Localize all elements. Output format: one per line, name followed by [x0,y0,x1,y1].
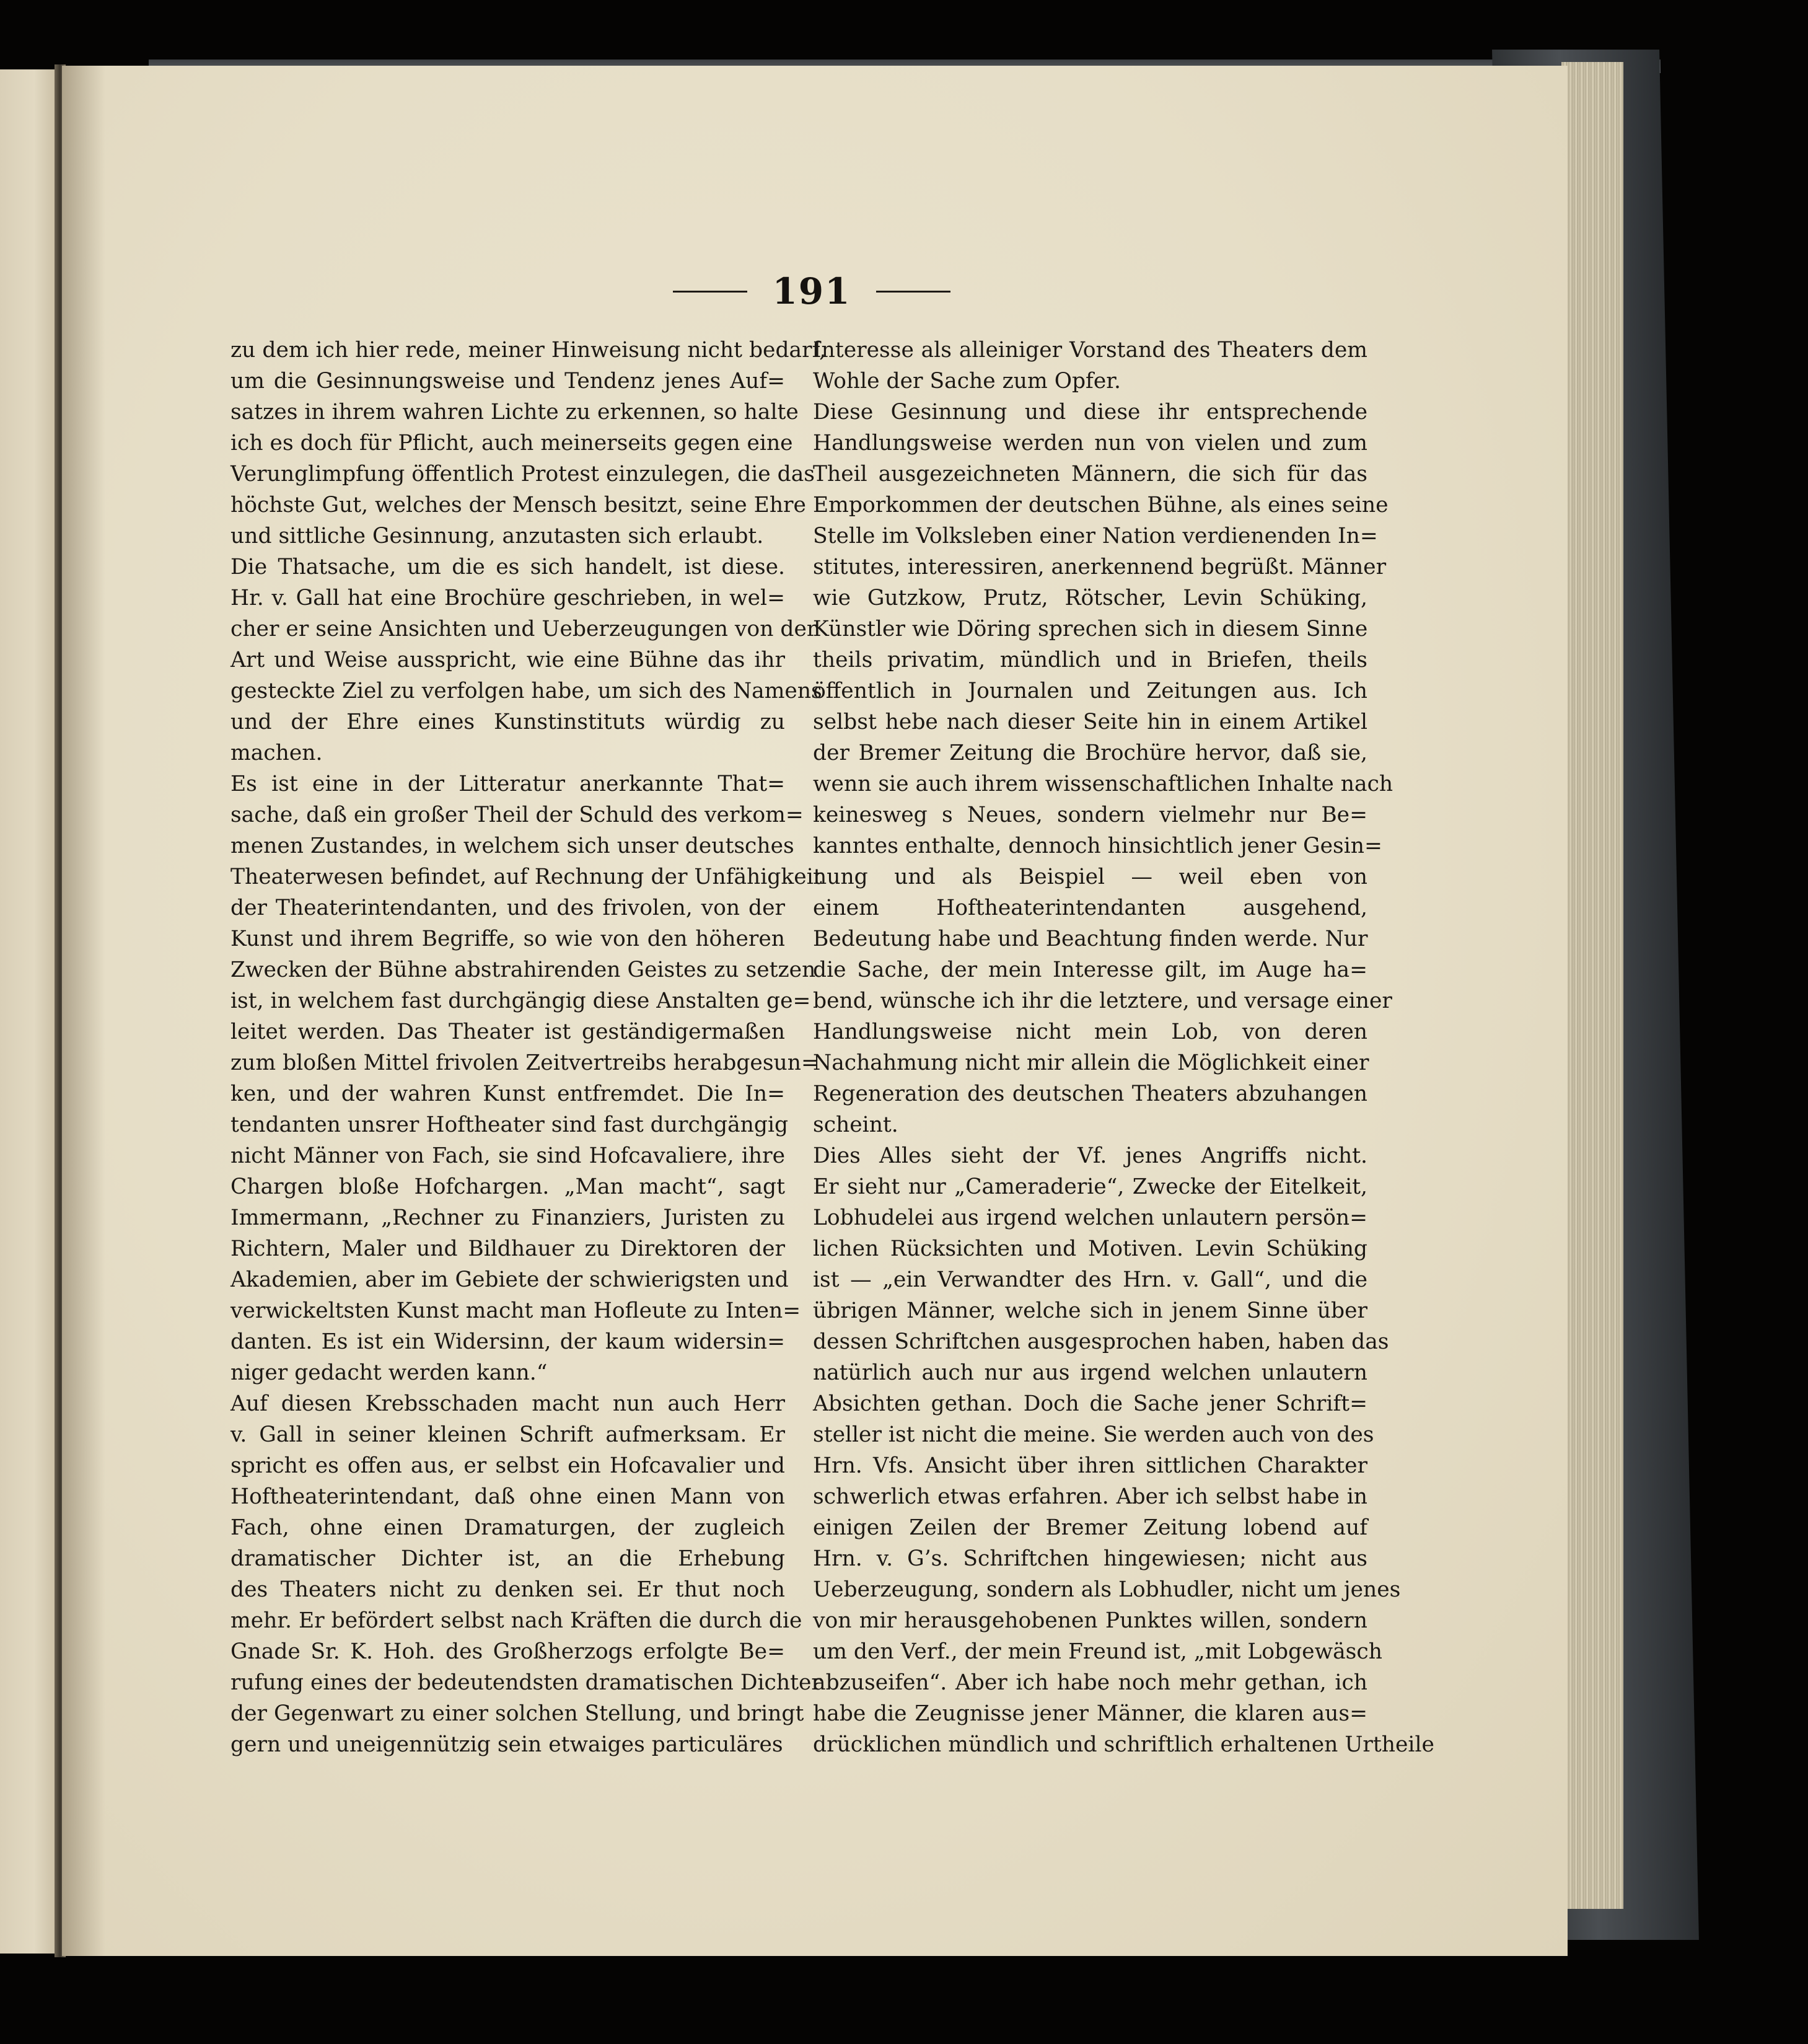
text-line: nicht Männer von Fach, sie sind Hofcavaliere, ihre [230,1143,785,1168]
text-line: Zwecken der Bühne abstrahirenden Geistes zu setzen [230,958,816,982]
text-line: Bedeutung habe und Beachtung finden werde. Nur [813,927,1368,951]
text-line: der Theaterintendanten, und des frivolen, von der [230,896,785,920]
text-line: wie Gutzkow, Prutz, Rötscher, Levin Schüking, [813,586,1367,610]
text-line: ich es doch für Pflicht, auch meinerseits gegen eine [230,431,793,456]
text-line: machen. [230,741,323,765]
text-line: höchste Gut, welches der Mensch besitzt, seine Ehre [230,493,806,518]
text-line: einigen Zeilen der Bremer Zeitung lobend auf [813,1515,1367,1540]
text-column-left [230,335,827,1760]
text-line: dramatischer Dichter ist, an die Erhebung [230,1546,785,1571]
page-number: 191 [772,270,851,312]
text-line: theils privatim, mündlich und in Briefen, theils [813,648,1367,672]
text-line: menen Zustandes, in welchem sich unser deutsches [230,834,794,858]
text-line: habe die Zeugnisse jener Männer, die klaren aus= [813,1701,1367,1726]
text-line: gern und uneigennützig sein etwaiges particuläres [230,1732,783,1757]
page-header [644,267,979,316]
text-line: spricht es offen aus, er selbst ein Hofcavalier und [230,1453,785,1478]
text-line: Akademien, aber im Gebiete der schwierigsten und [230,1267,789,1292]
text-line: ist, in welchem fast durchgängig diese Anstalten ge= [230,989,811,1013]
text-line: Nachahmung nicht mir allein die Möglichkeit einer [813,1051,1369,1075]
page-edges [1561,62,1623,1909]
text-line: Diese Gesinnung und diese ihr entsprechende [813,400,1367,425]
previous-page-edge [0,69,57,1954]
text-line: selbst hebe nach dieser Seite hin in einem Artikel [813,710,1367,734]
text-line: Fach, ohne einen Dramaturgen, der zugleich [230,1515,785,1540]
text-line: niger gedacht werden kann.“ [230,1360,548,1385]
text-line: Er sieht nur „Cameraderie“, Zwecke der Eitelkeit, [813,1174,1367,1199]
text-line: tendanten unsrer Hoftheater sind fast durchgängig [230,1112,789,1137]
text-line: mehr. Er befördert selbst nach Kräften die durch die [230,1608,802,1633]
text-line: Auf diesen Krebsschaden macht nun auch Herr [230,1391,785,1416]
text-line: öffentlich in Journalen und Zeitungen aus. Ich [813,679,1367,703]
text-line: natürlich auch nur aus irgend welchen unlautern [813,1360,1367,1385]
text-line: Art und Weise ausspricht, wie eine Bühne das ihr [230,648,785,672]
text-line: der Bremer Zeitung die Brochüre hervor, daß sie, [813,741,1367,765]
text-line: Absichten gethan. Doch die Sache jener Schrift= [813,1391,1367,1416]
text-line: Regeneration des deutschen Theaters abzuhangen [813,1081,1367,1106]
text-line: zu dem ich hier rede, meiner Hinweisung nicht bedarf, [230,338,827,363]
text-line: Hoftheaterintendant, daß ohne einen Mann von [230,1484,785,1509]
text-line: Gnade Sr. K. Hoh. des Großherzogs erfolgte Be= [230,1639,785,1664]
text-line: Stelle im Volksleben einer Nation verdienenden In= [813,524,1378,548]
text-line: ken, und der wahren Kunst entfremdet. Die In= [230,1081,785,1106]
text-line: Immermann, „Rechner zu Finanziers, Juristen zu [230,1205,785,1230]
text-line: und sittliche Gesinnung, anzutasten sich erlaubt. [230,524,764,548]
header-rule-right [876,291,950,293]
text-line: satzes in ihrem wahren Lichte zu erkennen, so halte [230,400,799,425]
text-line: um die Gesinnungsweise und Tendenz jenes Auf= [230,369,785,394]
text-line: Die Thatsache, um die es sich handelt, ist diese. [230,555,785,579]
text-line: Handlungsweise werden nun von vielen und zum [813,431,1367,456]
text-line: Künstler wie Döring sprechen sich in diesem Sinne [813,617,1368,641]
text-line: cher er seine Ansichten und Ueberzeugungen von der [230,617,817,641]
text-line: Verunglimpfung öffentlich Protest einzulegen, die das [230,462,815,487]
text-line: kanntes enthalte, dennoch hinsichtlich jener Gesin= [813,834,1382,858]
text-line: Hrn. Vfs. Ansicht über ihren sittlichen Charakter [813,1453,1367,1478]
text-line: ist — „ein Verwandter des Hrn. v. Gall“, und die [813,1267,1367,1292]
header-rule-left [673,291,747,293]
text-line: Interesse als alleiniger Vorstand des Theaters dem [813,338,1367,363]
page-gutter-shadow [62,66,105,1956]
text-line: wenn sie auch ihrem wissenschaftlichen Inhalte nach [813,772,1393,796]
text-line: und der Ehre eines Kunstinstituts würdig zu [230,710,785,734]
text-line: Lobhudelei aus irgend welchen unlautern persön= [813,1205,1367,1230]
text-line: Kunst und ihrem Begriffe, so wie von den höheren [230,927,785,951]
text-line: Richtern, Maler und Bildhauer zu Direktoren der [230,1236,785,1261]
text-line: bend, wünsche ich ihr die letztere, und versage einer [813,989,1392,1013]
text-line: einem Hoftheaterintendanten ausgehend, [813,896,1367,920]
text-line: Chargen bloße Hofchargen. „Man macht“, sagt [230,1174,785,1199]
text-column-right [813,335,1434,1760]
text-line: dessen Schriftchen ausgesprochen haben, haben das [813,1329,1389,1354]
text-line: Emporkommen der deutschen Bühne, als eines seine [813,493,1389,518]
text-line: Theil ausgezeichneten Männern, die sich für das [813,462,1367,487]
text-line: steller ist nicht die meine. Sie werden auch von des [813,1422,1374,1447]
text-line: Hrn. v. G’s. Schriftchen hingewiesen; nicht aus [813,1546,1367,1571]
text-line: verwickeltsten Kunst macht man Hofleute zu Inten= [230,1298,801,1323]
text-line: des Theaters nicht zu denken sei. Er thut noch [230,1577,785,1602]
text-line: abzuseifen“. Aber ich habe noch mehr gethan, ich [813,1670,1367,1695]
text-line: zum bloßen Mittel frivolen Zeitvertreibs herabgesun= [230,1051,819,1075]
text-line: nung und als Beispiel — weil eben von [813,865,1367,889]
text-line: leitet werden. Das Theater ist geständigermaßen [230,1020,785,1044]
text-line: drücklichen mündlich und schriftlich erhaltenen Urtheile [813,1732,1434,1757]
text-line: v. Gall in seiner kleinen Schrift aufmerksam. Er [230,1422,785,1447]
text-line: schwerlich etwas erfahren. Aber ich selbst habe in [813,1484,1367,1509]
text-line: rufung eines der bedeutendsten dramatischen Dichter [230,1670,822,1695]
text-line: Theaterwesen befindet, auf Rechnung der Unfähigkeit [230,865,822,889]
text-line: scheint. [813,1112,898,1137]
text-line: Hr. v. Gall hat eine Brochüre geschrieben, in wel= [230,586,785,610]
text-line: danten. Es ist ein Widersinn, der kaum widersin= [230,1329,785,1354]
text-line: Es ist eine in der Litteratur anerkannte That= [230,772,785,796]
text-line: gesteckte Ziel zu verfolgen habe, um sich des Namens [230,679,822,703]
text-line: stitutes, interessiren, anerkennend begrüßt. Männer [813,555,1387,579]
text-line: sache, daß ein großer Theil der Schuld des verkom= [230,803,804,827]
text-line: übrigen Männer, welche sich in jenem Sinne über [813,1298,1367,1323]
text-line: der Gegenwart zu einer solchen Stellung, und bringt [230,1701,804,1726]
text-line: Ueberzeugung, sondern als Lobhudler, nicht um jenes [813,1577,1401,1602]
text-line: lichen Rücksichten und Motiven. Levin Schüking [813,1236,1367,1261]
text-line: Wohle der Sache zum Opfer. [813,369,1121,394]
text-line: von mir herausgehobenen Punktes willen, sondern [813,1608,1367,1633]
text-line: um den Verf., der mein Freund ist, „mit Lobgewäsch [813,1639,1382,1664]
text-line: die Sache, der mein Interesse gilt, im Auge ha= [813,958,1367,982]
text-line: keinesweg s Neues, sondern vielmehr nur Be= [813,803,1367,827]
text-line: Handlungsweise nicht mein Lob, von deren [813,1020,1367,1044]
text-line: Dies Alles sieht der Vf. jenes Angriffs nicht. [813,1143,1367,1168]
